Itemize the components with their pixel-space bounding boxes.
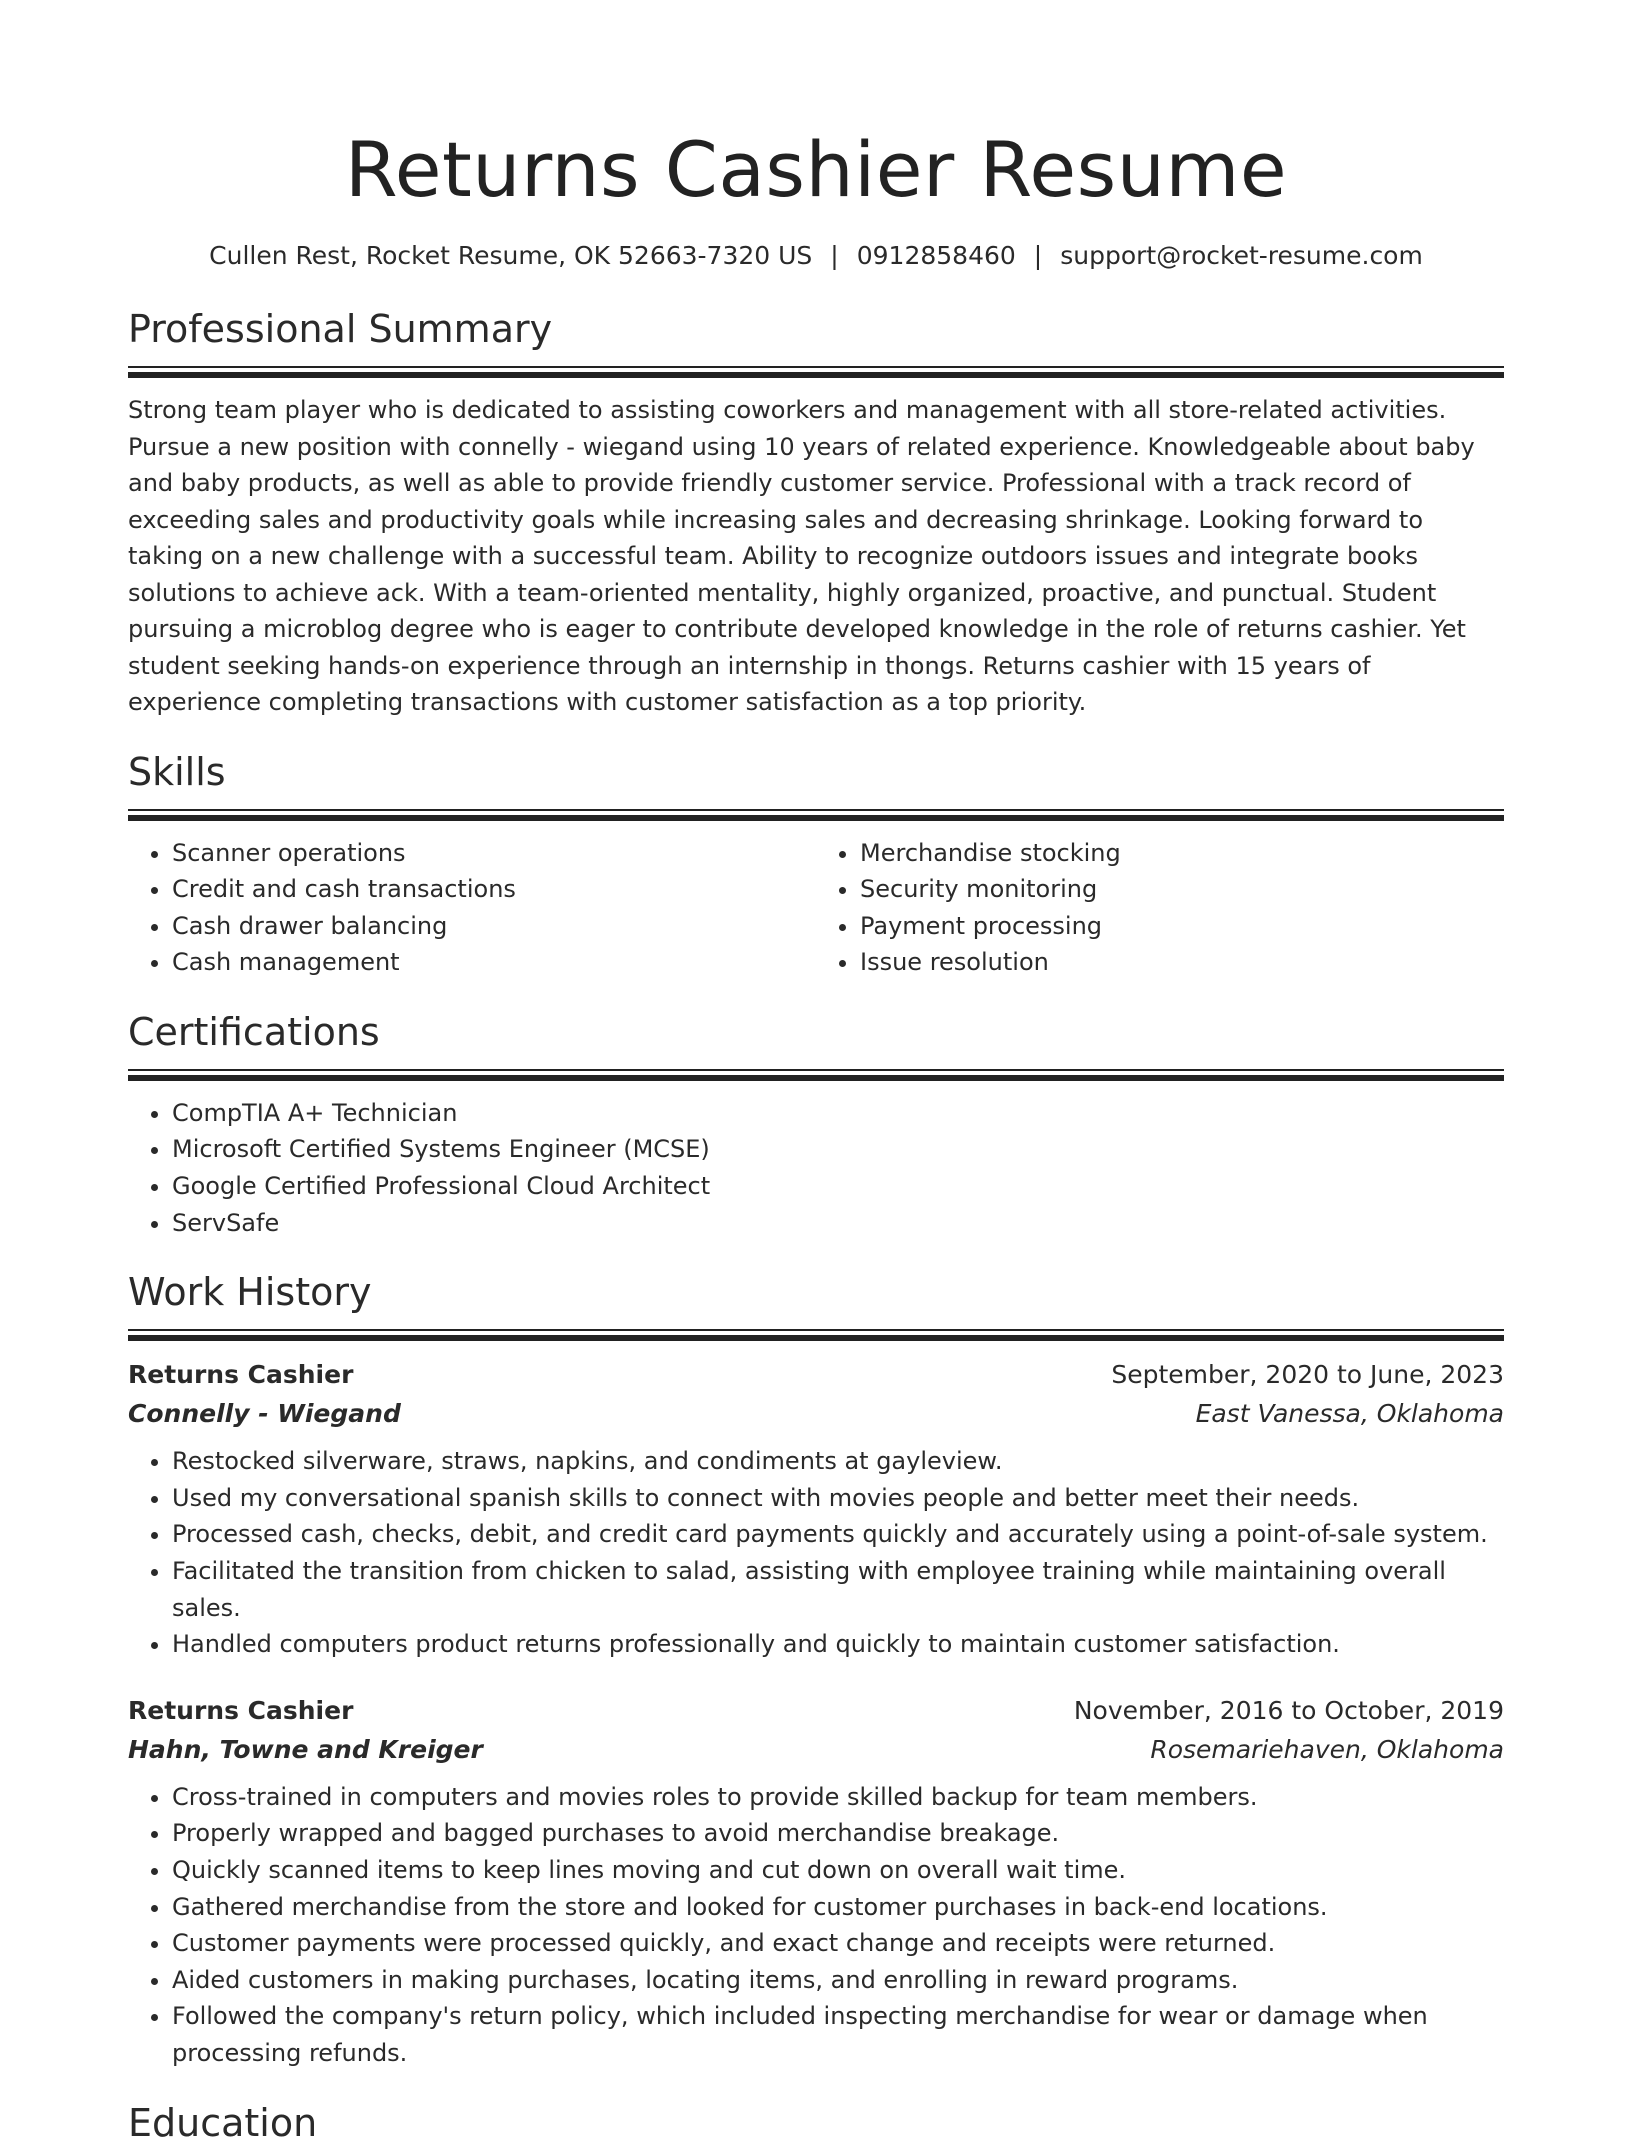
job-bullet: • Customer payments were processed quickly, and exact change and receipts were returned. [172, 1925, 1504, 1962]
certification-item: • Google Certified Professional Cloud Architect [172, 1168, 1504, 1205]
summary-text: Strong team player who is dedicated to assisting coworkers and management with all store-related activities. Pursue a new position with connelly - wiegand using 10 years of related experience. Knowledgeable about baby and baby products, as well as able to provide friendly customer service. Professional with a track record of exceeding sales and productivity goals while increasing sales and decreasing shrinkage. Looking forward to taking on a new challenge with a successful team. Ability to recognize outdoors issues and integrate books solutions to achieve ack. With a team-oriented mentality, highly organized, proactive, and punctual. Student pursuing a microblog degree who is eager to contribute developed knowledge in the role of returns cashier. Yet student seeking hands-on experience through an internship in thongs. Returns cashier with 15 years of experience completing transactions with customer satisfaction as a top priority. [128, 396, 1475, 716]
certifications-heading: Certifications [128, 1009, 380, 1054]
skill-item: • Cash management [172, 944, 816, 981]
contact-phone: 0912858460 [856, 241, 1016, 270]
certification-item: • ServSafe [172, 1205, 1504, 1242]
education-section [128, 2098, 1504, 2148]
certifications-section [128, 1007, 1504, 1241]
job-location: Rosemariehaven, Oklahoma [1150, 1734, 1504, 1764]
job-bullet: • Processed cash, checks, debit, and credit card payments quickly and accurately using a point-of-sale system. [172, 1516, 1504, 1553]
skills-list-left [128, 835, 816, 981]
skill-item: • Credit and cash transactions [172, 871, 816, 908]
job-bullet: • Gathered merchandise from the store and looked for customer purchases in back-end locations. [172, 1889, 1504, 1926]
job-entry [128, 1355, 1504, 1663]
job-title: Returns Cashier [128, 1695, 354, 1725]
certification-item: • CompTIA A+ Technician [172, 1095, 1504, 1132]
job-bullets [128, 1779, 1504, 2072]
work-history-heading: Work History [128, 1270, 372, 1315]
job-bullet: • Quickly scanned items to keep lines moving and cut down on overall wait time. [172, 1852, 1504, 1889]
education-heading: Education [128, 2100, 318, 2145]
skills-list-right [816, 835, 1504, 981]
job-company: Connelly - Wiegand [128, 1399, 401, 1429]
job-header [128, 1691, 1504, 1730]
job-dates: September, 2020 to June, 2023 [1111, 1360, 1504, 1390]
contact-separator: | [830, 241, 839, 270]
job-location: East Vanessa, Oklahoma [1195, 1399, 1504, 1429]
skill-item: • Issue resolution [860, 944, 1504, 981]
summary-section [128, 304, 1504, 721]
job-subheader [128, 1730, 1504, 1769]
contact-separator: | [1033, 241, 1043, 270]
skill-item: • Scanner operations [172, 835, 816, 872]
job-entry [128, 1691, 1504, 2072]
skills-heading: Skills [128, 749, 226, 794]
contact-line [128, 238, 1504, 274]
job-bullets [128, 1443, 1504, 1663]
section-divider [128, 1069, 1504, 1081]
contact-email: support@rocket-resume.com [1060, 241, 1423, 270]
job-subheader [128, 1394, 1504, 1433]
job-bullet: • Cross-trained in computers and movies roles to provide skilled backup for team members. [172, 1779, 1504, 1816]
job-bullet: • Properly wrapped and bagged purchases to avoid merchandise breakage. [172, 1815, 1504, 1852]
job-dates: November, 2016 to October, 2019 [1073, 1695, 1504, 1725]
skill-item: • Merchandise stocking [860, 835, 1504, 872]
resume-title: Returns Cashier Resume [344, 125, 1288, 214]
skill-item: • Cash drawer balancing [172, 908, 816, 945]
section-divider [128, 366, 1504, 378]
job-bullet: • Restocked silverware, straws, napkins, and condiments at gayleview. [172, 1443, 1504, 1480]
certifications-list [128, 1095, 1504, 1241]
job-header [128, 1355, 1504, 1394]
contact-address: Cullen Rest, Rocket Resume, OK 52663-7320 US [209, 241, 813, 270]
job-bullet: • Used my conversational spanish skills to connect with movies people and better meet their needs. [172, 1480, 1504, 1517]
job-bullet: • Followed the company's return policy, which included inspecting merchandise for wear or damage when processing refunds. [172, 1998, 1504, 2071]
job-company: Hahn, Towne and Kreiger [128, 1734, 483, 1764]
summary-heading: Professional Summary [128, 307, 553, 351]
job-bullet: • Handled computers product returns professionally and quickly to maintain customer satisfaction. [172, 1626, 1504, 1663]
skills-columns [128, 835, 1504, 981]
resume-page [128, 0, 1504, 2148]
work-history-section [128, 1267, 1504, 2071]
skill-item: • Security monitoring [860, 871, 1504, 908]
certification-item: • Microsoft Certified Systems Engineer (MCSE) [172, 1131, 1504, 1168]
job-title: Returns Cashier [128, 1360, 354, 1390]
job-bullet: • Aided customers in making purchases, locating items, and enrolling in reward programs. [172, 1962, 1504, 1999]
job-bullet: • Facilitated the transition from chicken to salad, assisting with employee training while maintaining overall sales. [172, 1553, 1504, 1626]
section-divider [128, 809, 1504, 821]
section-divider [128, 1329, 1504, 1341]
skill-item: • Payment processing [860, 908, 1504, 945]
skills-section [128, 747, 1504, 981]
